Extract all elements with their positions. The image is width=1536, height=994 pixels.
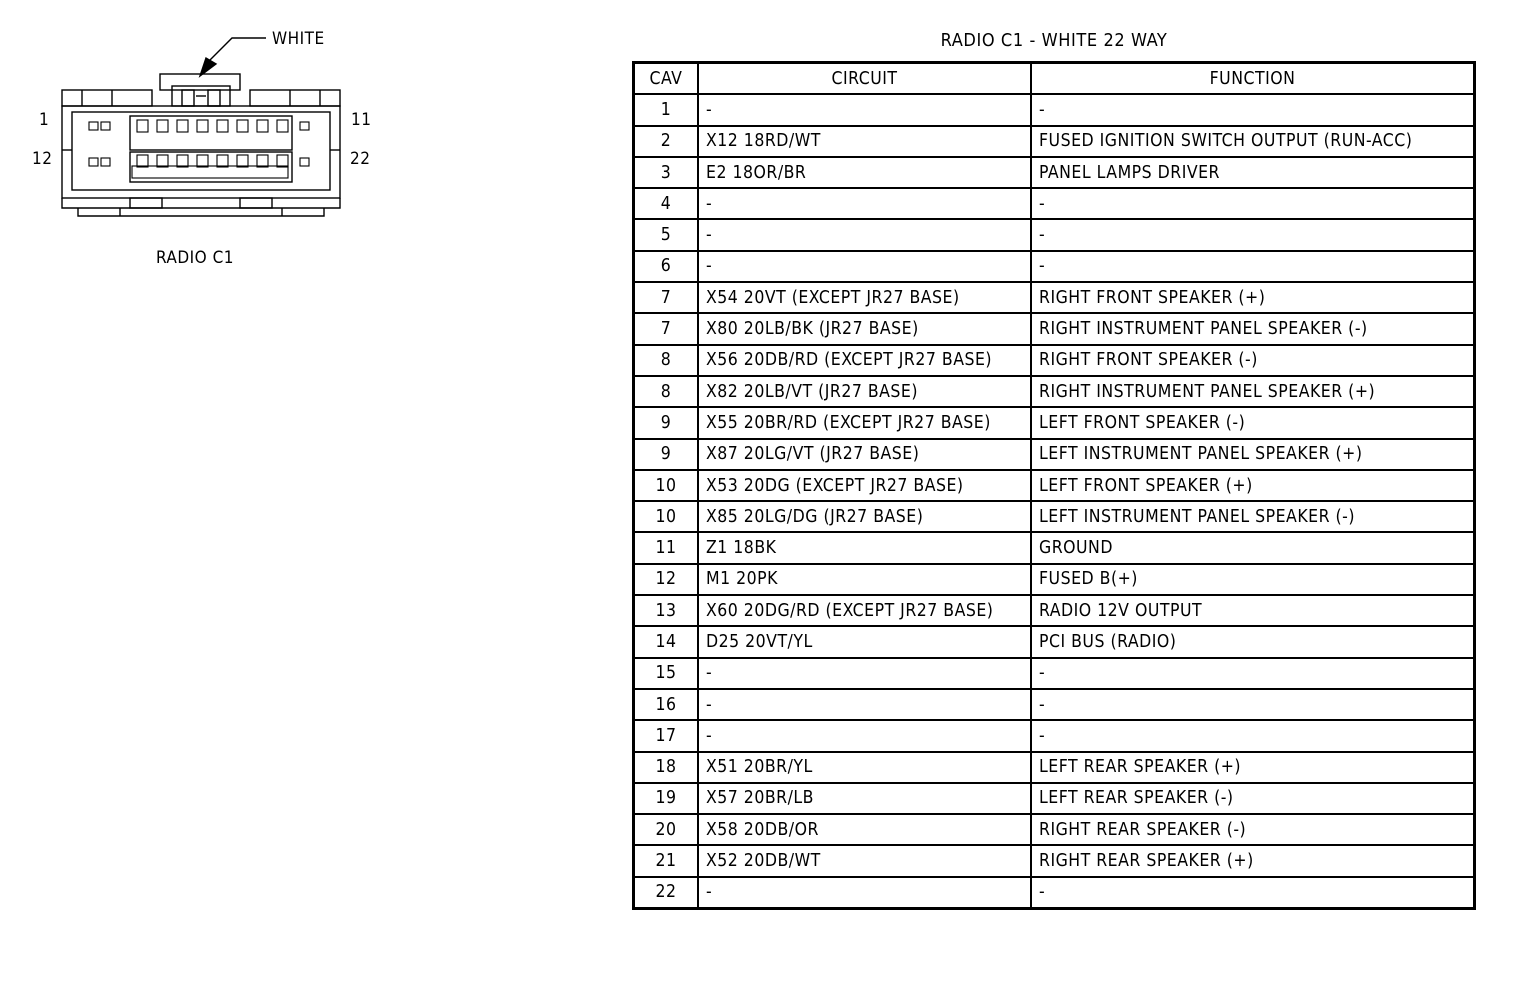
table-row [634,94,1475,125]
table-row [634,345,1475,376]
pin-label-12: 12 [32,149,53,169]
function-cell: - [1031,658,1475,689]
function-cell: LEFT INSTRUMENT PANEL SPEAKER (-) [1031,501,1475,532]
cav-cell: 7 [634,282,699,313]
circuit-cell: - [698,188,1031,219]
function-cell: - [1031,877,1475,909]
table-row [634,564,1475,595]
table-title: RADIO C1 - WHITE 22 WAY [940,30,1168,51]
pin-label-22: 22 [350,149,371,169]
function-cell: RIGHT INSTRUMENT PANEL SPEAKER (+) [1031,376,1475,407]
cav-cell: 11 [634,532,699,563]
cav-cell: 9 [634,407,699,438]
cav-cell: 12 [634,564,699,595]
table-row [634,188,1475,219]
header-cav: CAV [634,63,699,95]
circuit-cell: - [698,720,1031,751]
cav-cell: 15 [634,658,699,689]
cav-cell: 16 [634,689,699,720]
circuit-cell: X53 20DG (EXCEPT JR27 BASE) [698,470,1031,501]
function-cell: - [1031,720,1475,751]
table-row [634,219,1475,250]
function-cell: - [1031,689,1475,720]
function-cell: LEFT FRONT SPEAKER (-) [1031,407,1475,438]
function-cell: LEFT REAR SPEAKER (+) [1031,752,1475,783]
cav-cell: 17 [634,720,699,751]
header-circuit: CIRCUIT [698,63,1031,95]
table-row [634,658,1475,689]
cav-cell: 21 [634,845,699,876]
pin-label-1: 1 [39,110,50,130]
function-cell: RADIO 12V OUTPUT [1031,595,1475,626]
table-row [634,595,1475,626]
cav-cell: 19 [634,783,699,814]
circuit-cell: X60 20DG/RD (EXCEPT JR27 BASE) [698,595,1031,626]
cav-cell: 13 [634,595,699,626]
circuit-cell: X54 20VT (EXCEPT JR27 BASE) [698,282,1031,313]
table-row [634,376,1475,407]
table-row [634,814,1475,845]
table-row [634,783,1475,814]
circuit-cell: - [698,658,1031,689]
circuit-cell: X58 20DB/OR [698,814,1031,845]
function-cell: RIGHT REAR SPEAKER (+) [1031,845,1475,876]
circuit-cell: - [698,251,1031,282]
table-row [634,845,1475,876]
circuit-cell: - [698,689,1031,720]
table-row [634,532,1475,563]
cav-cell: 10 [634,470,699,501]
circuit-cell: M1 20PK [698,564,1031,595]
function-cell: FUSED B(+) [1031,564,1475,595]
function-cell: LEFT FRONT SPEAKER (+) [1031,470,1475,501]
circuit-cell: X56 20DB/RD (EXCEPT JR27 BASE) [698,345,1031,376]
circuit-cell: X82 20LB/VT (JR27 BASE) [698,376,1031,407]
cav-cell: 9 [634,439,699,470]
function-cell: LEFT REAR SPEAKER (-) [1031,783,1475,814]
circuit-cell: D25 20VT/YL [698,626,1031,657]
table-row [634,251,1475,282]
table-header-row [634,63,1475,95]
table-row [634,626,1475,657]
table-row [634,439,1475,470]
table-row [634,282,1475,313]
cav-cell: 6 [634,251,699,282]
connector-name-label: RADIO C1 [156,248,234,268]
function-cell: - [1031,219,1475,250]
circuit-cell: E2 18OR/BR [698,157,1031,188]
circuit-cell: X85 20LG/DG (JR27 BASE) [698,501,1031,532]
pin-label-11: 11 [351,110,372,130]
cav-cell: 7 [634,313,699,344]
function-cell: PCI BUS (RADIO) [1031,626,1475,657]
circuit-cell: - [698,94,1031,125]
table-row [634,877,1475,909]
circuit-cell: X80 20LB/BK (JR27 BASE) [698,313,1031,344]
cav-cell: 22 [634,877,699,909]
cav-cell: 8 [634,376,699,407]
circuit-cell: - [698,877,1031,909]
circuit-cell: X52 20DB/WT [698,845,1031,876]
header-function: FUNCTION [1031,63,1475,95]
cav-cell: 2 [634,126,699,157]
circuit-cell: - [698,219,1031,250]
circuit-cell: X51 20BR/YL [698,752,1031,783]
function-cell: RIGHT FRONT SPEAKER (+) [1031,282,1475,313]
table-row [634,157,1475,188]
function-cell: GROUND [1031,532,1475,563]
circuit-cell: X55 20BR/RD (EXCEPT JR27 BASE) [698,407,1031,438]
function-cell: FUSED IGNITION SWITCH OUTPUT (RUN-ACC) [1031,126,1475,157]
circuit-cell: Z1 18BK [698,532,1031,563]
function-cell: - [1031,94,1475,125]
table-row [634,752,1475,783]
function-cell: PANEL LAMPS DRIVER [1031,157,1475,188]
table-row [634,470,1475,501]
cav-cell: 14 [634,626,699,657]
circuit-cell: X12 18RD/WT [698,126,1031,157]
cav-cell: 5 [634,219,699,250]
circuit-cell: X57 20BR/LB [698,783,1031,814]
table-row [634,313,1475,344]
cav-cell: 1 [634,94,699,125]
table-row [634,407,1475,438]
function-cell: - [1031,251,1475,282]
circuit-cell: X87 20LG/VT (JR27 BASE) [698,439,1031,470]
function-cell: LEFT INSTRUMENT PANEL SPEAKER (+) [1031,439,1475,470]
table-row [634,501,1475,532]
color-callout-label: WHITE [272,29,325,49]
cav-cell: 8 [634,345,699,376]
table-row [634,126,1475,157]
table-row [634,689,1475,720]
cav-cell: 20 [634,814,699,845]
cav-cell: 4 [634,188,699,219]
table-row [634,720,1475,751]
function-cell: RIGHT REAR SPEAKER (-) [1031,814,1475,845]
cav-cell: 3 [634,157,699,188]
cav-cell: 10 [634,501,699,532]
connector-diagram [0,0,600,300]
function-cell: RIGHT FRONT SPEAKER (-) [1031,345,1475,376]
function-cell: RIGHT INSTRUMENT PANEL SPEAKER (-) [1031,313,1475,344]
pinout-table [632,61,1476,910]
cav-cell: 18 [634,752,699,783]
function-cell: - [1031,188,1475,219]
